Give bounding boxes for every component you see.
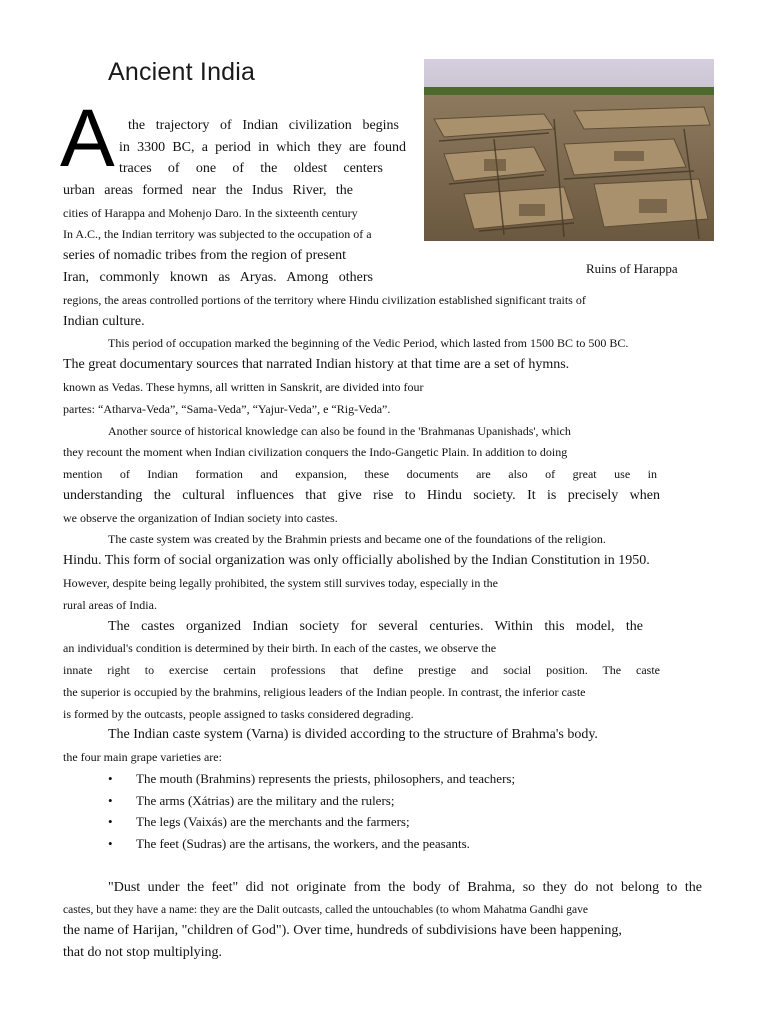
figure-caption: Ruins of Harappa [586, 261, 678, 276]
text-line: rural areas of India. [63, 598, 157, 612]
list-item: The feet (Sudras) are the artisans, the workers, and the peasants. [136, 836, 470, 851]
text-line: is formed by the outcasts, people assigned to tasks considered degrading. [63, 707, 414, 721]
text-line: castes, but they have a name: they are the Dalit outcasts, called the untouchables (to whom Mahatma Gandhi gave [63, 904, 588, 916]
text-line: The castes organized Indian society for several centuries. Within this model, the [108, 619, 643, 634]
list-item: The legs (Vaixás) are the merchants and the farmers; [136, 814, 410, 829]
harappa-ruins-photo [424, 59, 714, 241]
text-line: The caste system was created by the Brahmin priests and became one of the foundations of the religion. [108, 532, 606, 546]
drop-cap: A [60, 93, 115, 184]
text-line: The great documentary sources that narrated Indian history at that time are a set of hymns. [63, 357, 570, 372]
text-line: Indian culture. [63, 314, 145, 329]
list-item: The mouth (Brahmins) represents the priests, philosophers, and teachers; [136, 771, 516, 786]
bullet-marker: • [108, 793, 113, 808]
list-item: The arms (Xátrias) are the military and the rulers; [136, 793, 395, 808]
text-line: the superior is occupied by the brahmins, religious leaders of the Indian people. In contrast, the inferior caste [63, 685, 586, 699]
text-line: series of nomadic tribes from the region of present [63, 248, 347, 263]
text-line: we observe the organization of Indian society into castes. [63, 511, 338, 525]
text-line: the trajectory of Indian civilization begins [128, 118, 399, 133]
bullet-marker: • [108, 771, 113, 786]
text-line: Iran, commonly known as Aryas. Among others [63, 270, 373, 285]
text-line: known as Vedas. These hymns, all written in Sanskrit, are divided into four [63, 380, 424, 394]
text-line: This period of occupation marked the beginning of the Vedic Period, which lasted from 1500 BC to 500 BC. [108, 336, 629, 350]
bullet-marker: • [108, 836, 113, 851]
text-line: cities of Harappa and Mohenjo Daro. In the sixteenth century [63, 206, 358, 220]
text-line: Another source of historical knowledge can also be found in the 'Brahmanas Upanishads', which [108, 424, 571, 438]
text-line: partes: “Atharva-Veda”, “Sama-Veda”, “Yajur-Veda”, e “Rig-Veda”. [63, 402, 391, 416]
bullet-marker: • [108, 814, 113, 829]
text-line: urban areas formed near the Indus River, the [63, 183, 353, 198]
text-line: that do not stop multiplying. [63, 945, 223, 960]
text-line: traces of one of the oldest centers [119, 161, 383, 176]
text-line: understanding the cultural influences that give rise to Hindu society. It is precisely when [63, 488, 660, 503]
text-line: in 3300 BC, a period in which they are found [119, 140, 406, 155]
text-line: "Dust under the feet" did not originate from the body of Brahma, so they do not belong to the [108, 880, 702, 895]
text-line: However, despite being legally prohibited, the system still survives today, especially in the [63, 576, 498, 590]
text-line: they recount the moment when Indian civilization conquers the Indo-Gangetic Plain. In addition to doing [63, 445, 568, 459]
text-line: the four main grape varieties are: [63, 750, 222, 764]
text-line: an individual's condition is determined by their birth. In each of the castes, we observe the [63, 641, 497, 655]
text-line: the name of Harijan, "children of God"). Over time, hundreds of subdivisions have been happening, [63, 923, 622, 938]
text-line: Hindu. This form of social organization was only officially abolished by the Indian Constitution in 1950. [63, 553, 650, 568]
text-line: The Indian caste system (Varna) is divided according to the structure of Brahma's body. [108, 727, 598, 742]
text-line: mention of Indian formation and expansion, these documents are also of great use in [63, 467, 657, 481]
page-title: Ancient India [108, 58, 256, 86]
text-line: In A.C., the Indian territory was subjected to the occupation of a [63, 227, 372, 241]
text-line: regions, the areas controlled portions of the territory where Hindu civilization established significant traits of [63, 293, 586, 307]
text-line: innate right to exercise certain professions that define prestige and social position. The caste [63, 663, 660, 677]
